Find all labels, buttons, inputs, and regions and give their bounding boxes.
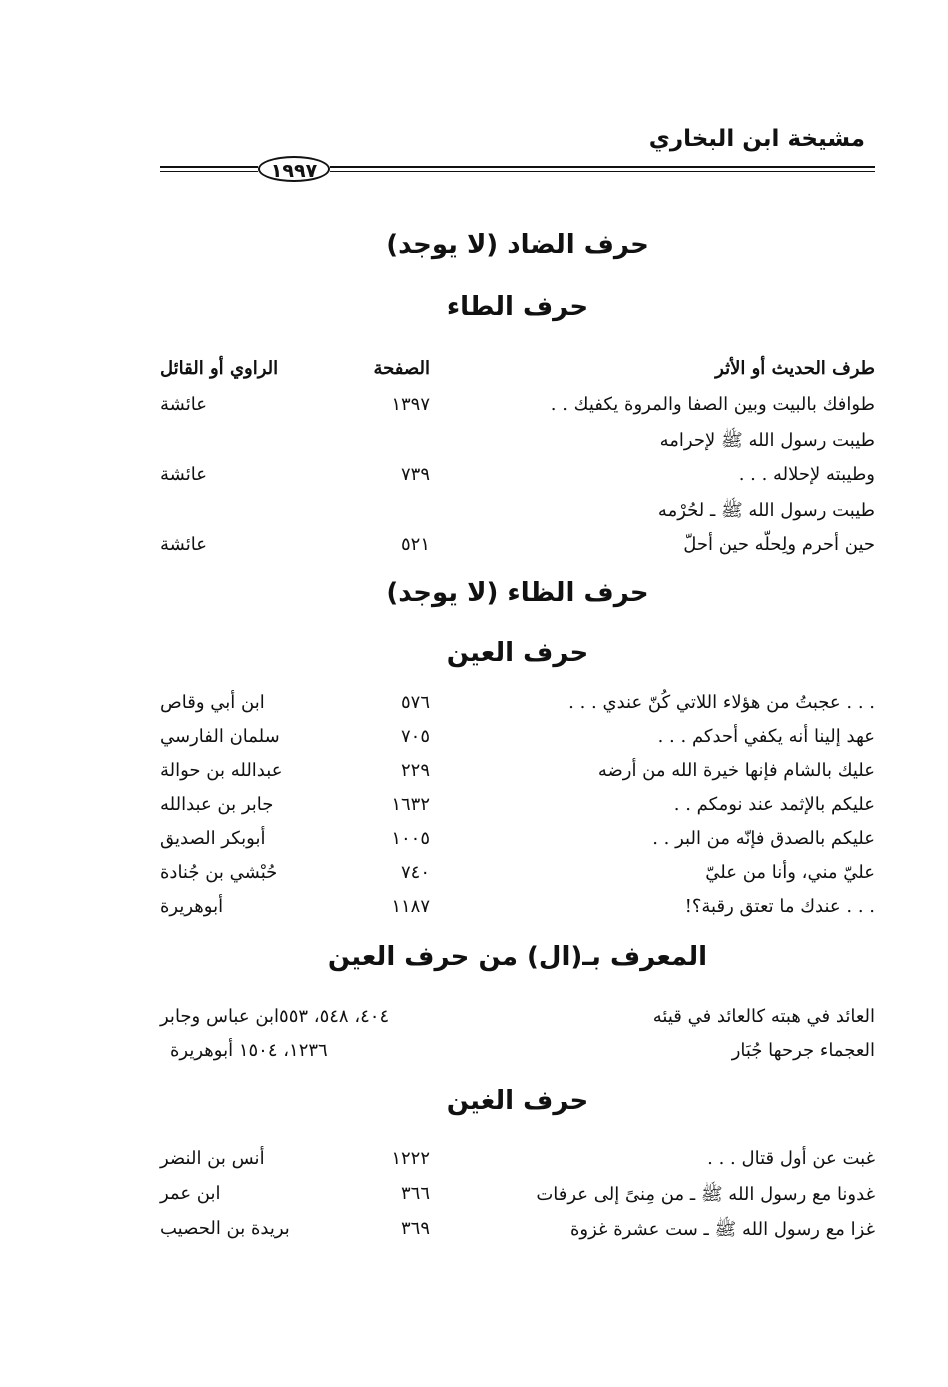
column-header-page: الصفحة xyxy=(373,358,430,379)
hadith-text: غدونا مع رسول الله ﷺ ـ من مِنىً إلى عرفات xyxy=(536,1184,875,1205)
section-heading-ain-al: المعرف بـ(ال) من حرف العين xyxy=(327,942,708,972)
hadith-text: عليك بالشام فإنها خيرة الله من أرضه xyxy=(597,760,875,781)
hadith-text: عليكم بالإثمد عند نومكم . . xyxy=(673,794,875,815)
rule-left xyxy=(160,166,258,172)
table-row xyxy=(160,896,875,930)
page-ref: ١٢٢٢ xyxy=(391,1148,430,1169)
page-ref: ٧٠٥ xyxy=(400,726,430,747)
hadith-text: العائد في هبته كالعائد في قيئه xyxy=(652,1006,875,1027)
narrator: حُبْشي بن جُنادة xyxy=(160,862,278,883)
hadith-text: طيبت رسول الله ﷺ لإحرامه xyxy=(659,430,875,451)
page-ref: ١١٨٧ xyxy=(391,896,430,917)
column-header-text: طرف الحديث أو الأثر xyxy=(715,358,875,379)
section-heading-taa: حرف الطاء xyxy=(446,292,589,322)
rule-right xyxy=(330,166,875,172)
table-row xyxy=(160,429,875,463)
hadith-text: العجماء جرحها جُبَار xyxy=(731,1040,875,1061)
hadith-text: طيبت رسول الله ﷺ ـ لحُرْمه xyxy=(657,500,875,521)
hadith-text: حين أحرم ولِحلّه حين أحلّ xyxy=(683,534,875,555)
table-row xyxy=(160,394,875,428)
narrator: بريدة بن الحصيب xyxy=(160,1218,290,1239)
table-row xyxy=(160,828,875,862)
hadith-text: غزا مع رسول الله ﷺ ـ ست عشرة غزوة xyxy=(570,1219,875,1240)
table-row xyxy=(160,499,875,533)
narrator: أبوهريرة xyxy=(160,896,224,917)
hadith-text: عليكم بالصدق فإنّه من البر . . xyxy=(652,828,875,849)
hadith-text: . . . عجبتُ من هؤلاء اللاتي كُنّ عندي . . . xyxy=(568,692,875,713)
narrator: عبدالله بن حوالة xyxy=(160,760,283,781)
table-row xyxy=(160,1006,875,1040)
table-row xyxy=(160,1148,875,1182)
table-row xyxy=(160,760,875,794)
page-ref: ٧٤٠ xyxy=(400,862,430,883)
hadith-text: عهد إلينا أنه يكفي أحدكم . . . xyxy=(657,726,875,747)
column-header-row xyxy=(160,358,875,392)
section-heading-thaa: حرف الظاء (لا يوجد) xyxy=(386,578,649,608)
section-heading-dad: حرف الضاد (لا يوجد) xyxy=(386,230,649,260)
column-header-narrator: الراوي أو القائل xyxy=(160,358,279,379)
hadith-text: عليّ مني، وأنا من عليّ xyxy=(705,862,875,883)
table-row xyxy=(160,534,875,568)
page-ref: ١٠٠٥ xyxy=(391,828,430,849)
page-ref: ١٦٣٢ xyxy=(391,794,430,815)
narrator: عائشة xyxy=(160,464,207,485)
table-row xyxy=(160,862,875,896)
hadith-text: طوافك بالبيت وبين الصفا والمروة يكفيك . . xyxy=(550,394,875,415)
running-title: مشيخة ابن البخاري xyxy=(648,126,865,152)
table-row xyxy=(160,794,875,828)
narrator: أنس بن النضر xyxy=(160,1148,265,1169)
section-heading-ain: حرف العين xyxy=(446,638,589,668)
narrator: جابر بن عبدالله xyxy=(160,794,274,815)
narrator: ابن أبي وقاص xyxy=(160,692,265,713)
page-ref: ٥٢١ xyxy=(400,534,430,555)
table-row xyxy=(160,464,875,498)
table-row xyxy=(160,692,875,726)
page-ref: ٣٦٦ xyxy=(400,1183,430,1204)
page-ref: ١٣٩٧ xyxy=(391,394,430,415)
narrator: أبوبكر الصديق xyxy=(160,828,266,849)
narrator: ابن عمر xyxy=(160,1183,221,1204)
header-rule xyxy=(160,156,875,186)
hadith-text: . . . عندك ما تعتق رقبة؟! xyxy=(684,896,875,917)
table-row xyxy=(160,1183,875,1217)
section-heading-ghain: حرف الغين xyxy=(446,1086,589,1116)
narrator: سلمان الفارسي xyxy=(160,726,280,747)
page-refs-narrator: ٤٠٤، ٥٤٨، ٥٥٣ابن عباس وجابر xyxy=(160,1006,390,1027)
table-row xyxy=(160,1040,875,1074)
table-row xyxy=(160,1218,875,1252)
hadith-text: وطيبته لإحلاله . . . xyxy=(738,464,875,485)
page-ref: ٢٢٩ xyxy=(400,760,430,781)
page-ref: ٥٧٦ xyxy=(400,692,430,713)
page-number: ١٩٩٧ xyxy=(258,156,330,182)
narrator: عائشة xyxy=(160,394,207,415)
hadith-text: غبت عن أول قتال . . . xyxy=(707,1148,875,1169)
page-ref: ٧٣٩ xyxy=(400,464,430,485)
table-row xyxy=(160,726,875,760)
page-ref: ٣٦٩ xyxy=(400,1218,430,1239)
narrator: عائشة xyxy=(160,534,207,555)
page-refs-narrator: ١٢٣٦، ١٥٠٤ أبوهريرة xyxy=(170,1040,328,1061)
